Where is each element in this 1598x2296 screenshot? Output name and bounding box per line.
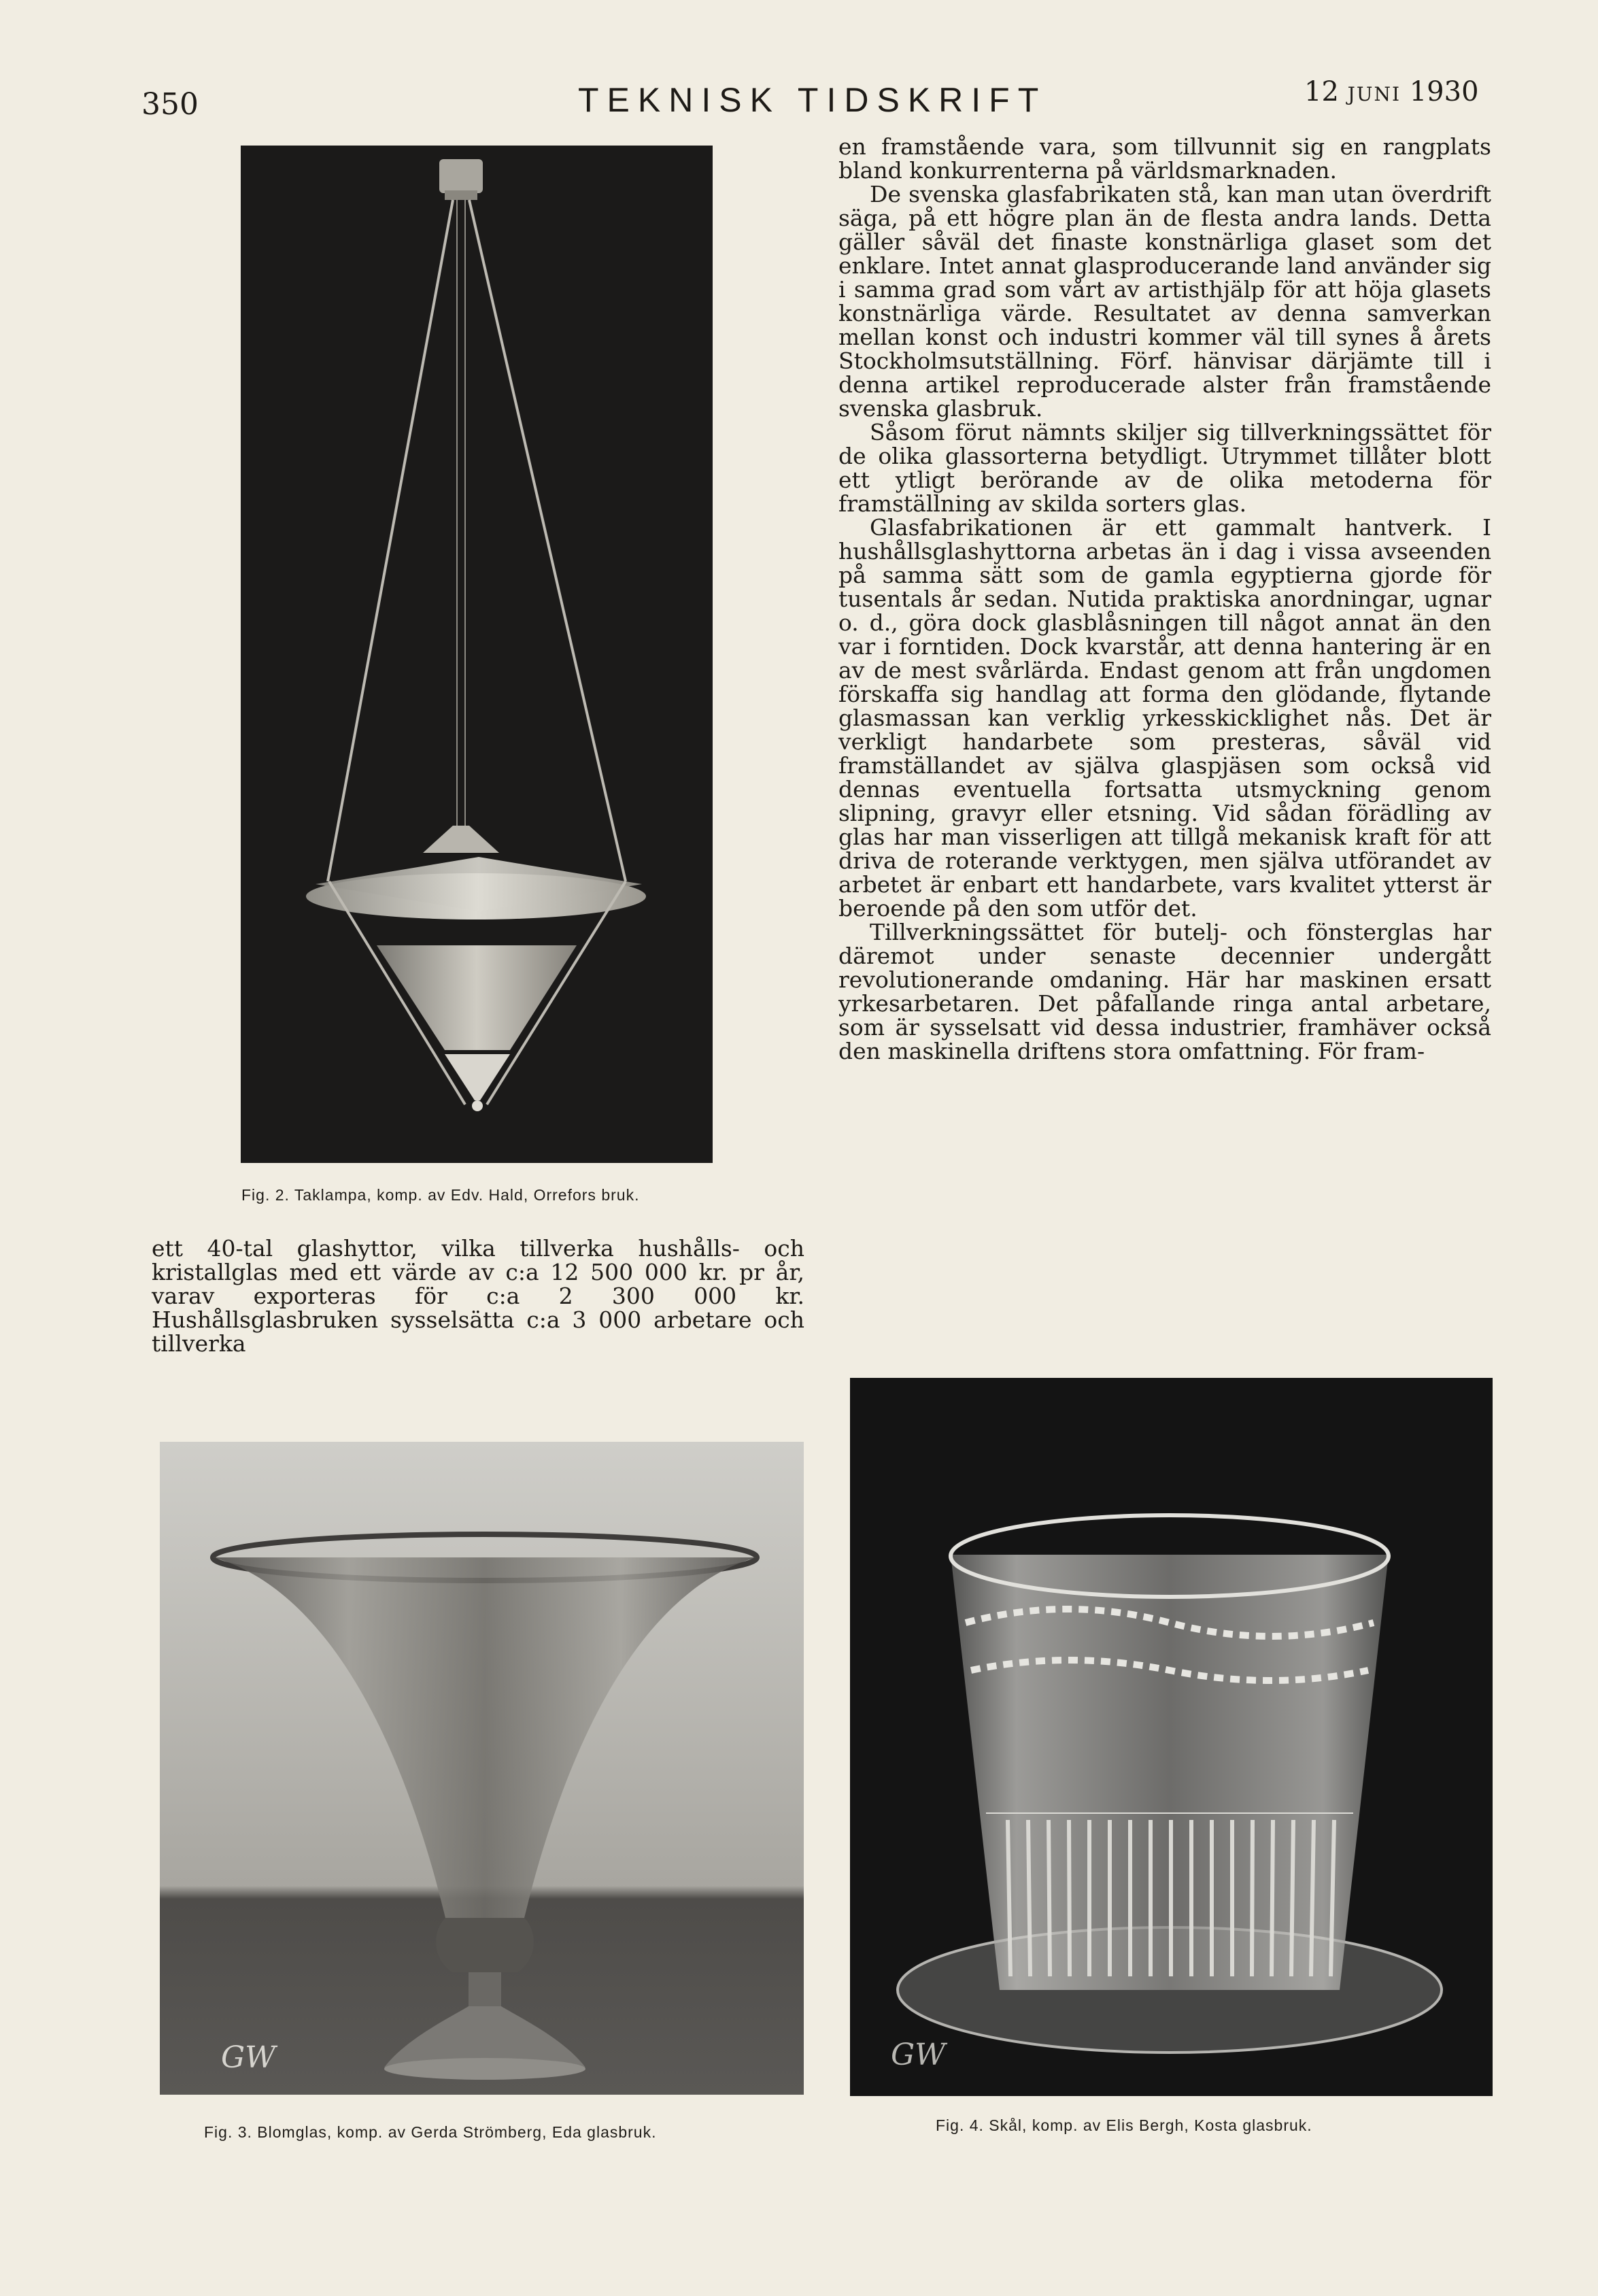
engraved-bowl-illustration <box>850 1378 1493 2096</box>
flower-vase-illustration <box>160 1442 804 2095</box>
issue-year: 1930 <box>1409 76 1479 107</box>
issue-date <box>1304 76 1479 107</box>
paragraph: ett 40-tal glashyttor, vilka tillverka hushålls- och kristallglas med ett värde av c:a 12 500 000 kr. pr år, varav exporteras för c:a 2 300 000 kr. Hushållsglasbruken sysselsätta c:a 3 000 arbetare och tillverka <box>152 1235 804 1357</box>
issue-day: 12 <box>1304 76 1339 107</box>
left-text-column <box>152 1236 804 1355</box>
artist-monogram: GW <box>891 2038 946 2072</box>
caption-fig2: Fig. 2. Taklampa, komp. av Edv. Hald, Orrefors bruk. <box>241 1186 640 1204</box>
figure-engraved-bowl <box>850 1378 1493 2096</box>
issue-month: JUNI <box>1347 83 1401 105</box>
paragraph: De svenska glasfabrikaten stå, kan man utan överdrift säga, på ett högre plan än de flesta andra lands. Detta gäller såväl det finaste konstnärliga glaset som det enklare. Intet annat glasproducerande land använder sig i samma grad som vårt av artisthjälp för att höja glasets konstnärliga värde. Resultatet av denna samverkan mellan konst och industri kommer väl till synes å årets Stockholmsutställning. Förf. hänvisar därjämte till i denna artikel reproducerade alster från framstående svenska glasbruk. <box>838 181 1491 422</box>
paragraph: Såsom förut nämnts skiljer sig tillverkningssättet för de olika glassorterna betydligt. Utrymmet tillåter blott ett ytligt berörande av de olika metoderna för framställning av skilda sorters glas. <box>838 419 1491 517</box>
caption-fig3: Fig. 3. Blomglas, komp. av Gerda Strömberg, Eda glasbruk. <box>204 2123 657 2141</box>
figure-flower-vase <box>160 1442 804 2095</box>
ceiling-lamp-illustration <box>241 146 713 1163</box>
paragraph: Glasfabrikationen är ett gammalt hantverk. I hushållsglashyttorna arbetas än i dag i vissa avseenden på samma sätt som de gamla egyptierna gjorde för tusentals år sedan. Nutida praktiska anordningar, ugnar o. d., göra dock glasblåsningen till något annat än den var i forntiden. Dock kvarstår, att denna hantering är en av de mest svårlärda. Endast genom att från ungdomen förskaffa sig handlag att forma den glödande, flytande glasmassan kan verklig yrkesskicklighet nås. Det är verkligt handarbete som presteras, såväl vid framställandet av själva glaspjäsen som också vid dennas eventuella fortsatta utsmyckning genom slipning, gravyr eller etsning. Vid sådan förädling av glas har man visserligen att tillgå mekanisk kraft för att driva de roterande verktygen, men själva utförandet av arbetet är enbart ett handarbete, vars kvalitet ytterst är beroende på den som utför det. <box>838 514 1491 922</box>
caption-fig4: Fig. 4. Skål, komp. av Elis Bergh, Kosta glasbruk. <box>936 2116 1312 2134</box>
artist-monogram: GW <box>221 2040 276 2075</box>
paragraph: Tillverkningssättet för butelj- och fönsterglas har däremot under senaste decennier undergått revolutionerande omdaning. Här har maskinen ersatt yrkesarbetaren. Det påfallande ringa antal arbetare, som är sysselsatt vid dessa industrier, framhäver också den maskinella driftens stora omfattning. För fram- <box>838 919 1491 1064</box>
page-number: 350 <box>141 87 199 122</box>
journal-title: TEKNISK TIDSKRIFT <box>578 81 1047 119</box>
figure-ceiling-lamp <box>241 146 713 1163</box>
paragraph: en framstående vara, som tillvunnit sig en rangplats bland konkurrenterna på världsmarknaden. <box>838 133 1491 184</box>
right-text-column <box>838 135 1491 1063</box>
